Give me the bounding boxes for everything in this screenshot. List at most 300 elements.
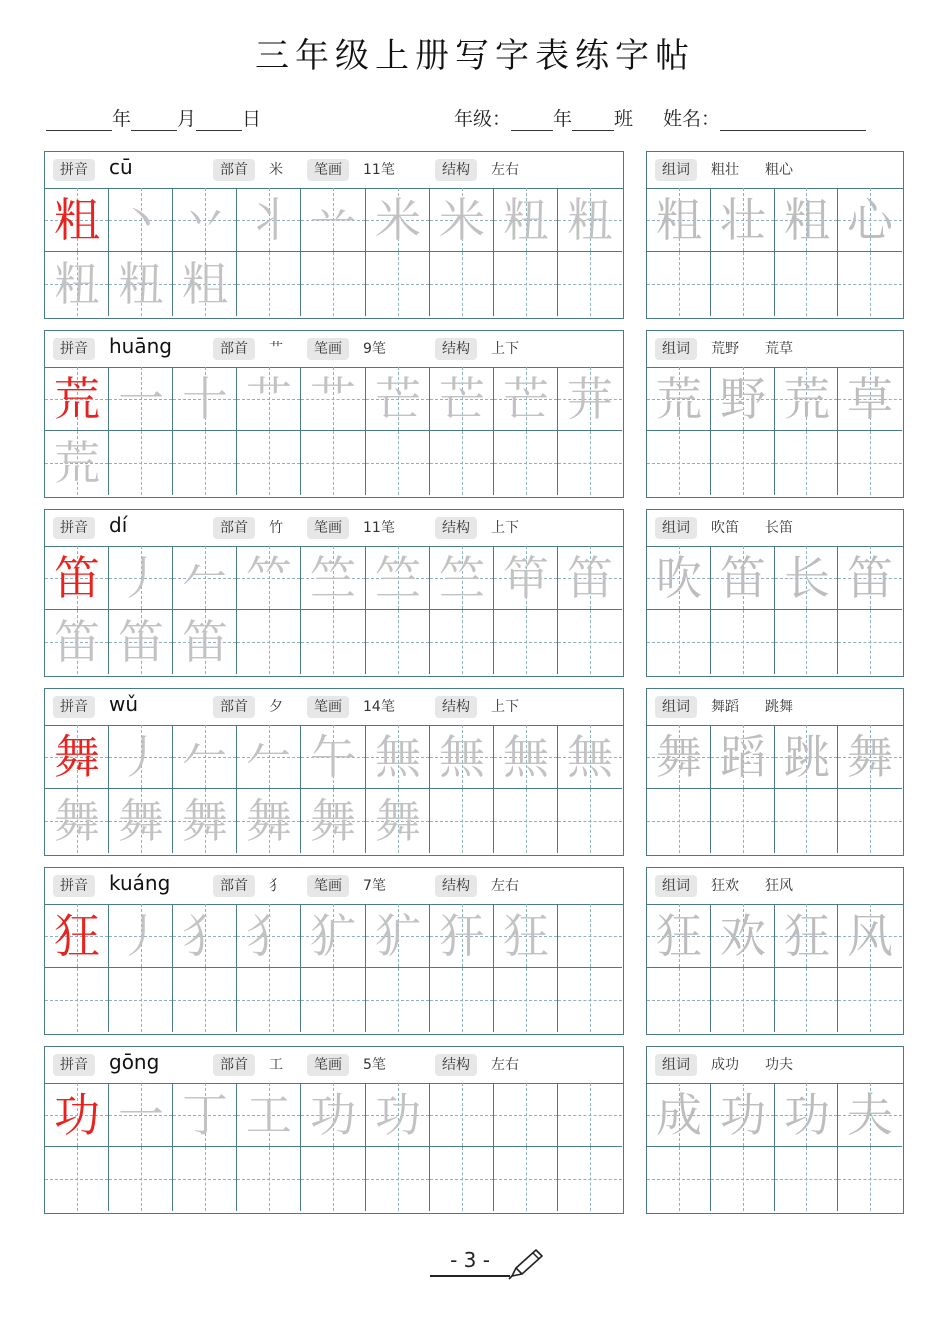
writing-cell[interactable] <box>366 968 430 1032</box>
pinyin-tag: 拼音 <box>53 517 95 539</box>
writing-cell[interactable] <box>494 1083 558 1147</box>
writing-cell[interactable] <box>775 1083 838 1147</box>
trace-character: 米 <box>439 193 485 247</box>
trace-character: 一 <box>118 372 164 426</box>
writing-cell[interactable] <box>558 789 622 853</box>
writing-cell[interactable] <box>301 546 366 610</box>
word-character: 狂 <box>784 909 830 963</box>
practice-block <box>44 151 624 319</box>
grade-year-label: 年 <box>553 108 573 130</box>
writing-cell[interactable] <box>237 188 301 252</box>
writing-cell[interactable] <box>109 789 173 853</box>
structure-value: 上下 <box>491 699 519 715</box>
pinyin-value: cū <box>109 155 133 179</box>
words-block <box>646 1046 904 1214</box>
name-blank[interactable] <box>720 110 866 131</box>
writing-cell[interactable] <box>366 904 430 968</box>
writing-cell[interactable] <box>838 252 902 316</box>
trace-character: 丷 <box>182 193 228 247</box>
word-character: 壮 <box>720 193 766 247</box>
trace-character: 艹 <box>310 372 356 426</box>
writing-cell[interactable] <box>301 968 366 1032</box>
strokes-value: 7笔 <box>363 878 386 894</box>
writing-cell[interactable] <box>838 1147 902 1211</box>
writing-cell[interactable] <box>301 1083 366 1147</box>
word-2: 长笛 <box>765 520 793 536</box>
main-character: 粗 <box>54 193 100 247</box>
writing-cell[interactable] <box>430 1083 494 1147</box>
writing-cell[interactable] <box>775 431 838 495</box>
writing-cell[interactable] <box>45 188 109 252</box>
trace-character: 竺 <box>439 551 485 605</box>
trace-character: 粗 <box>182 257 228 311</box>
writing-cell[interactable] <box>494 968 558 1032</box>
writing-cell[interactable] <box>494 367 558 431</box>
writing-cell[interactable] <box>366 789 430 853</box>
writing-cell[interactable] <box>838 1083 902 1147</box>
writing-cell[interactable] <box>109 968 173 1032</box>
writing-cell[interactable] <box>366 725 430 789</box>
words-tag: 组词 <box>655 159 697 181</box>
radical-tag: 部首 <box>213 875 255 897</box>
trace-character: 粈 <box>54 257 100 311</box>
writing-cell[interactable] <box>430 431 494 495</box>
writing-cell[interactable] <box>775 904 838 968</box>
writing-cell[interactable] <box>301 367 366 431</box>
writing-cell[interactable] <box>647 968 711 1032</box>
writing-cell[interactable] <box>237 1083 301 1147</box>
writing-cell[interactable] <box>647 546 711 610</box>
writing-cell[interactable] <box>366 188 430 252</box>
pinyin-tag: 拼音 <box>53 875 95 897</box>
writing-cell[interactable] <box>301 610 366 674</box>
trace-character: 𥫗 <box>246 551 292 605</box>
writing-cell[interactable] <box>647 431 711 495</box>
word-2: 功夫 <box>765 1057 793 1073</box>
practice-block <box>44 509 624 677</box>
block-header <box>45 331 623 368</box>
writing-cell[interactable] <box>775 188 838 252</box>
strokes-value: 11笔 <box>363 520 395 536</box>
writing-cell[interactable] <box>711 610 775 674</box>
block-header <box>45 152 623 189</box>
trace-character: 䒑 <box>310 193 356 247</box>
writing-cell[interactable] <box>45 610 109 674</box>
writing-cell[interactable] <box>711 431 775 495</box>
writing-cell[interactable] <box>301 789 366 853</box>
pinyin-value: gōng <box>109 1050 160 1074</box>
writing-cell[interactable] <box>711 968 775 1032</box>
writing-cell[interactable] <box>494 904 558 968</box>
writing-cell[interactable] <box>366 1083 430 1147</box>
writing-cell[interactable] <box>430 1147 494 1211</box>
writing-cell[interactable] <box>366 431 430 495</box>
writing-cell[interactable] <box>366 252 430 316</box>
words-tag: 组词 <box>655 696 697 718</box>
trace-character: 𠂉 <box>182 551 228 605</box>
writing-cell[interactable] <box>494 188 558 252</box>
radical-value: 犭 <box>269 878 283 894</box>
writing-cell[interactable] <box>45 1147 109 1211</box>
writing-cell[interactable] <box>109 252 173 316</box>
writing-cell[interactable] <box>838 367 902 431</box>
writing-cell[interactable] <box>301 252 366 316</box>
writing-cell[interactable] <box>301 1147 366 1211</box>
writing-cell[interactable] <box>494 546 558 610</box>
radical-value: 工 <box>269 1057 283 1073</box>
writing-cell[interactable] <box>838 789 902 853</box>
radical-value: 艹 <box>269 341 283 357</box>
writing-cell[interactable] <box>173 1147 237 1211</box>
words-header <box>647 868 903 905</box>
writing-cell[interactable] <box>430 188 494 252</box>
practice-block <box>44 1046 624 1214</box>
writing-cell[interactable] <box>109 367 173 431</box>
writing-cell[interactable] <box>237 789 301 853</box>
word-character: 跳 <box>784 730 830 784</box>
trace-character: 荒 <box>54 436 100 490</box>
strokes-tag: 笔画 <box>307 338 349 360</box>
writing-cell[interactable] <box>838 904 902 968</box>
grade-blank[interactable] <box>511 110 553 131</box>
year-label: 年 <box>112 108 132 130</box>
writing-cell[interactable] <box>109 431 173 495</box>
structure-tag: 结构 <box>435 696 477 718</box>
pinyin-tag: 拼音 <box>53 159 95 181</box>
pen-icon <box>508 1248 544 1284</box>
word-character: 粗 <box>784 193 830 247</box>
writing-cell[interactable] <box>494 1147 558 1211</box>
word-1: 狂欢 <box>711 878 739 894</box>
main-character: 荒 <box>54 372 100 426</box>
trace-character: 無 <box>567 730 613 784</box>
writing-cell[interactable] <box>109 1147 173 1211</box>
writing-cell[interactable] <box>494 252 558 316</box>
pinyin-tag: 拼音 <box>53 1054 95 1076</box>
writing-cell[interactable] <box>45 546 109 610</box>
block-header <box>45 1047 623 1084</box>
writing-cell[interactable] <box>237 252 301 316</box>
writing-cell[interactable] <box>775 725 838 789</box>
writing-cell[interactable] <box>711 1083 775 1147</box>
class-blank[interactable] <box>572 110 614 131</box>
pinyin-tag: 拼音 <box>53 696 95 718</box>
writing-cell[interactable] <box>430 725 494 789</box>
structure-value: 左右 <box>491 162 519 178</box>
writing-cell[interactable] <box>711 188 775 252</box>
word-character: 笛 <box>847 551 893 605</box>
writing-cell[interactable] <box>173 1083 237 1147</box>
writing-cell[interactable] <box>711 252 775 316</box>
writing-cell[interactable] <box>45 252 109 316</box>
writing-cell[interactable] <box>647 610 711 674</box>
writing-cell[interactable] <box>558 252 622 316</box>
word-character: 吹 <box>656 551 702 605</box>
writing-cell[interactable] <box>711 1147 775 1211</box>
trace-character: 粈 <box>118 257 164 311</box>
strokes-value: 14笔 <box>363 699 395 715</box>
writing-cell[interactable] <box>838 431 902 495</box>
word-1: 荒野 <box>711 341 739 357</box>
writing-cell[interactable] <box>109 188 173 252</box>
writing-cell[interactable] <box>45 968 109 1032</box>
writing-cell[interactable] <box>45 789 109 853</box>
writing-cell[interactable] <box>173 252 237 316</box>
trace-character: 犷 <box>375 909 421 963</box>
trace-character: 犷 <box>310 909 356 963</box>
writing-cell[interactable] <box>366 546 430 610</box>
strokes-value: 5笔 <box>363 1057 386 1073</box>
writing-cell[interactable] <box>494 725 558 789</box>
writing-cell[interactable] <box>173 725 237 789</box>
words-header <box>647 152 903 189</box>
trace-character: 竺 <box>310 551 356 605</box>
year-blank[interactable] <box>46 110 112 131</box>
words-tag: 组词 <box>655 338 697 360</box>
trace-character: 一 <box>118 1088 164 1142</box>
writing-cell[interactable] <box>558 367 622 431</box>
word-character: 长 <box>784 551 830 605</box>
writing-cell[interactable] <box>173 546 237 610</box>
word-character: 功 <box>784 1088 830 1142</box>
writing-cell[interactable] <box>430 546 494 610</box>
trace-character: 犭 <box>246 909 292 963</box>
writing-cell[interactable] <box>647 1147 711 1211</box>
trace-character: 午 <box>310 730 356 784</box>
writing-cell[interactable] <box>430 904 494 968</box>
trace-character: 粈 <box>503 193 549 247</box>
footer-underline <box>430 1275 510 1277</box>
structure-tag: 结构 <box>435 338 477 360</box>
writing-cell[interactable] <box>109 610 173 674</box>
words-tag: 组词 <box>655 1054 697 1076</box>
writing-cell[interactable] <box>237 610 301 674</box>
writing-cell[interactable] <box>838 188 902 252</box>
strokes-tag: 笔画 <box>307 1054 349 1076</box>
writing-cell[interactable] <box>109 546 173 610</box>
writing-cell[interactable] <box>647 789 711 853</box>
writing-cell[interactable] <box>711 546 775 610</box>
writing-cell[interactable] <box>430 789 494 853</box>
writing-cell[interactable] <box>558 968 622 1032</box>
writing-cell[interactable] <box>45 431 109 495</box>
trace-character: 丁 <box>182 1088 228 1142</box>
writing-cell[interactable] <box>494 789 558 853</box>
trace-character: 𠂉 <box>246 730 292 784</box>
writing-cell[interactable] <box>775 546 838 610</box>
writing-cell[interactable] <box>558 904 622 968</box>
writing-cell[interactable] <box>647 904 711 968</box>
writing-cell[interactable] <box>366 1147 430 1211</box>
pinyin-tag: 拼音 <box>53 338 95 360</box>
radical-value: 竹 <box>269 520 283 536</box>
trace-character: 笛 <box>118 615 164 669</box>
trace-character: 無 <box>503 730 549 784</box>
writing-cell[interactable] <box>775 252 838 316</box>
writing-cell[interactable] <box>45 725 109 789</box>
word-character: 风 <box>847 909 893 963</box>
writing-cell[interactable] <box>430 610 494 674</box>
trace-character: 艹 <box>246 372 292 426</box>
trace-character: 丬 <box>246 193 292 247</box>
trace-character: 舞 <box>118 794 164 848</box>
word-character: 心 <box>847 193 893 247</box>
word-character: 笛 <box>720 551 766 605</box>
writing-cell[interactable] <box>173 188 237 252</box>
writing-cell[interactable] <box>711 789 775 853</box>
writing-cell[interactable] <box>173 431 237 495</box>
writing-cell[interactable] <box>173 789 237 853</box>
strokes-value: 11笔 <box>363 162 395 178</box>
date-line <box>46 104 261 131</box>
writing-cell[interactable] <box>558 1083 622 1147</box>
writing-cell[interactable] <box>45 1083 109 1147</box>
writing-cell[interactable] <box>647 367 711 431</box>
writing-cell[interactable] <box>711 367 775 431</box>
main-character: 狂 <box>54 909 100 963</box>
writing-cell[interactable] <box>775 789 838 853</box>
structure-tag: 结构 <box>435 517 477 539</box>
word-character: 欢 <box>720 909 766 963</box>
writing-cell[interactable] <box>301 904 366 968</box>
structure-value: 上下 <box>491 520 519 536</box>
word-2: 狂风 <box>765 878 793 894</box>
trace-character: 丿 <box>118 909 164 963</box>
writing-cell[interactable] <box>711 725 775 789</box>
word-1: 舞蹈 <box>711 699 739 715</box>
practice-block <box>44 330 624 498</box>
practice-block <box>44 867 624 1035</box>
writing-cell[interactable] <box>838 610 902 674</box>
pinyin-value: wǔ <box>109 692 139 716</box>
writing-cell[interactable] <box>558 1147 622 1211</box>
writing-cell[interactable] <box>301 725 366 789</box>
writing-cell[interactable] <box>173 610 237 674</box>
words-header <box>647 510 903 547</box>
writing-cell[interactable] <box>558 546 622 610</box>
writing-cell[interactable] <box>173 367 237 431</box>
trace-character: 舞 <box>182 794 228 848</box>
writing-cell[interactable] <box>173 968 237 1032</box>
writing-cell[interactable] <box>430 252 494 316</box>
writing-cell[interactable] <box>237 431 301 495</box>
writing-cell[interactable] <box>558 431 622 495</box>
block-header <box>45 689 623 726</box>
writing-cell[interactable] <box>647 1083 711 1147</box>
trace-character: 功 <box>375 1088 421 1142</box>
writing-cell[interactable] <box>647 188 711 252</box>
writing-cell[interactable] <box>237 725 301 789</box>
trace-character: 犴 <box>439 909 485 963</box>
trace-character: 丿 <box>118 730 164 784</box>
writing-cell[interactable] <box>775 610 838 674</box>
writing-cell[interactable] <box>109 904 173 968</box>
radical-tag: 部首 <box>213 338 255 360</box>
writing-cell[interactable] <box>838 725 902 789</box>
trace-character: 工 <box>246 1088 292 1142</box>
words-tag: 组词 <box>655 875 697 897</box>
writing-cell[interactable] <box>301 431 366 495</box>
writing-cell[interactable] <box>775 968 838 1032</box>
writing-cell[interactable] <box>237 367 301 431</box>
writing-cell[interactable] <box>647 725 711 789</box>
writing-cell[interactable] <box>237 968 301 1032</box>
trace-character: 十 <box>182 372 228 426</box>
structure-value: 左右 <box>491 1057 519 1073</box>
trace-character: 丶 <box>118 193 164 247</box>
block-header <box>45 868 623 905</box>
strokes-tag: 笔画 <box>307 875 349 897</box>
words-block <box>646 151 904 319</box>
writing-cell[interactable] <box>173 904 237 968</box>
writing-cell[interactable] <box>775 1147 838 1211</box>
trace-character: 狂 <box>503 909 549 963</box>
writing-cell[interactable] <box>366 367 430 431</box>
word-1: 粗壮 <box>711 162 739 178</box>
trace-character: 芒 <box>503 372 549 426</box>
page-title: 三年级上册写字表练字帖 <box>255 36 695 76</box>
trace-character: 功 <box>310 1088 356 1142</box>
trace-character: 無 <box>439 730 485 784</box>
writing-cell[interactable] <box>775 367 838 431</box>
word-character: 荒 <box>656 372 702 426</box>
word-character: 草 <box>847 372 893 426</box>
words-header <box>647 331 903 368</box>
trace-character: 竺 <box>375 551 421 605</box>
writing-cell[interactable] <box>494 431 558 495</box>
radical-tag: 部首 <box>213 1054 255 1076</box>
day-blank[interactable] <box>196 110 242 131</box>
writing-cell[interactable] <box>45 904 109 968</box>
word-character: 舞 <box>656 730 702 784</box>
student-line <box>454 104 866 131</box>
writing-cell[interactable] <box>237 546 301 610</box>
words-header <box>647 1047 903 1084</box>
writing-cell[interactable] <box>647 252 711 316</box>
writing-cell[interactable] <box>430 367 494 431</box>
writing-cell[interactable] <box>430 968 494 1032</box>
writing-cell[interactable] <box>237 904 301 968</box>
trace-character: 舞 <box>54 794 100 848</box>
writing-cell[interactable] <box>237 1147 301 1211</box>
page-number: - 3 - <box>450 1248 490 1272</box>
writing-cell[interactable] <box>838 968 902 1032</box>
writing-cell[interactable] <box>838 546 902 610</box>
pinyin-value: dí <box>109 513 128 537</box>
month-blank[interactable] <box>131 110 177 131</box>
words-block <box>646 509 904 677</box>
word-2: 粗心 <box>765 162 793 178</box>
words-block <box>646 330 904 498</box>
grade-label: 年级： <box>454 108 512 130</box>
strokes-value: 9笔 <box>363 341 386 357</box>
word-character: 舞 <box>847 730 893 784</box>
writing-cell[interactable] <box>366 610 430 674</box>
radical-tag: 部首 <box>213 517 255 539</box>
writing-cell[interactable] <box>45 367 109 431</box>
writing-cell[interactable] <box>109 1083 173 1147</box>
writing-cell[interactable] <box>494 610 558 674</box>
trace-character: 茾 <box>567 372 613 426</box>
writing-cell[interactable] <box>558 188 622 252</box>
radical-tag: 部首 <box>213 159 255 181</box>
writing-cell[interactable] <box>558 610 622 674</box>
writing-cell[interactable] <box>711 904 775 968</box>
writing-cell[interactable] <box>558 725 622 789</box>
writing-cell[interactable] <box>301 188 366 252</box>
writing-cell[interactable] <box>109 725 173 789</box>
trace-character: 笛 <box>54 615 100 669</box>
